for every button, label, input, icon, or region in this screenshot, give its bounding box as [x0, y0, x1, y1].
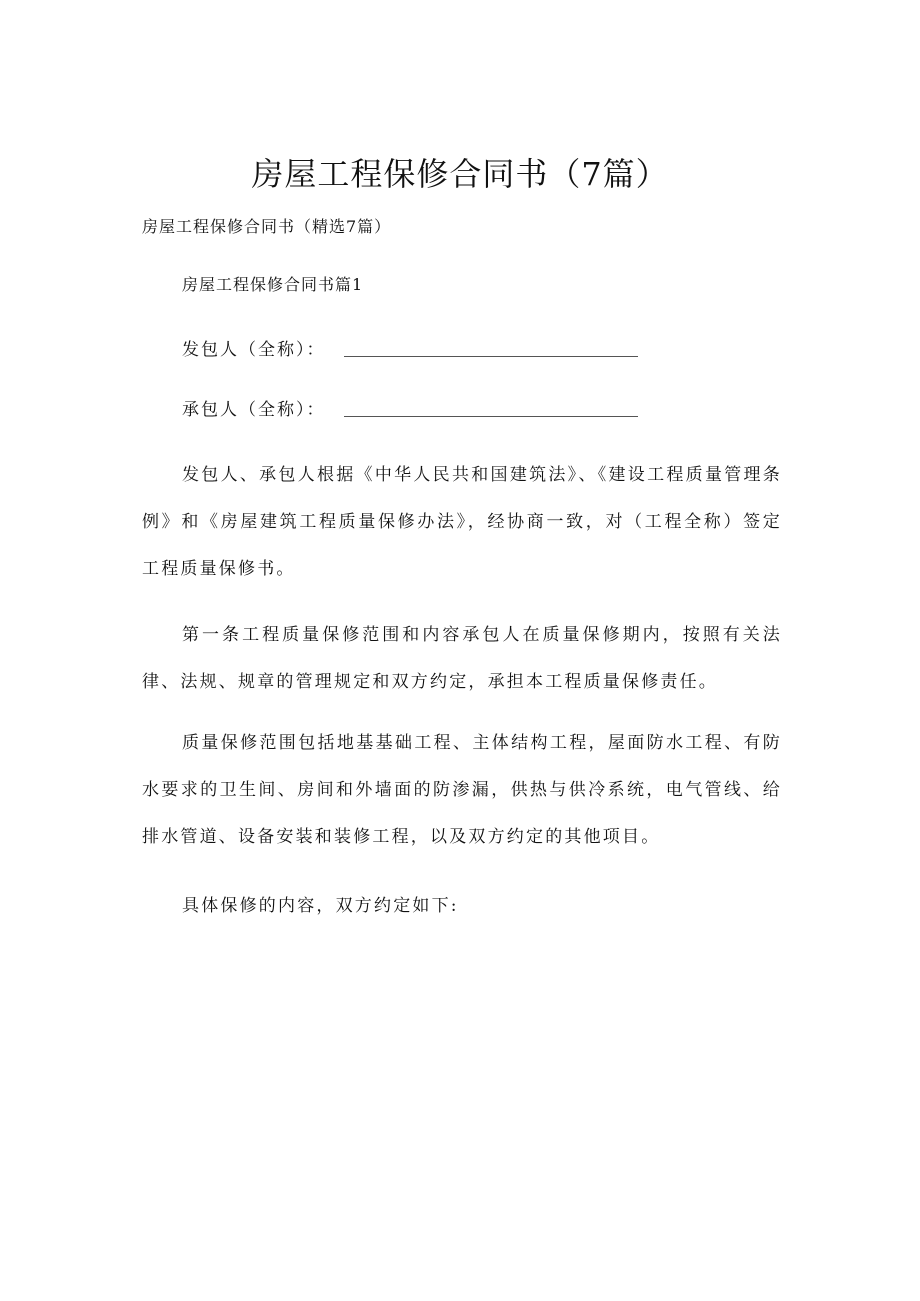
- paragraph-scope: 质量保修范围包括地基基础工程、主体结构工程，屋面防水工程、有防水要求的卫生间、房间和外墙面的防渗漏，供热与供冷系统，电气管线、给排水管道、设备安装和装修工程，以及双方约定的其他项目。: [142, 733, 782, 847]
- document-title: 房屋工程保修合同书（7篇）: [251, 155, 669, 193]
- paragraph-details: 具体保修的内容，双方约定如下:: [182, 896, 459, 916]
- section-heading: 房屋工程保修合同书篇1: [182, 275, 364, 294]
- paragraph-intro: 发包人、承包人根据《中华人民共和国建筑法》、《建设工程质量管理条例》和《房屋建筑工程质量保修办法》，经协商一致，对（工程全称）签定工程质量保修书。: [142, 465, 782, 579]
- employer-blank-line: [344, 356, 638, 357]
- document-subtitle: 房屋工程保修合同书（精选7篇）: [142, 217, 392, 236]
- employer-field: [182, 337, 638, 363]
- employer-label: 发包人（全称）：: [182, 340, 326, 360]
- contractor-label: 承包人（全称）：: [182, 400, 326, 420]
- contractor-blank-line: [344, 416, 638, 417]
- paragraph-article-one: 第一条工程质量保修范围和内容承包人在质量保修期内，按照有关法律、法规、规章的管理规定和双方约定，承担本工程质量保修责任。: [142, 625, 782, 692]
- contractor-field: [182, 397, 638, 423]
